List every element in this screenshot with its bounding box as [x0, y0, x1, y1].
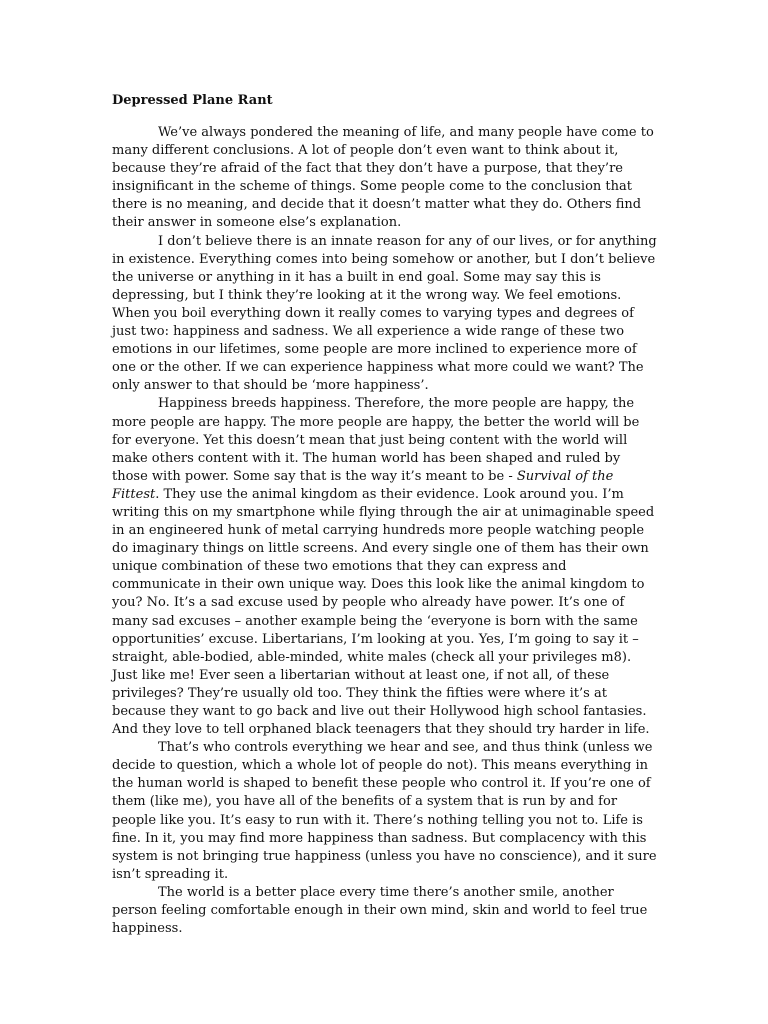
document-title: Depressed Plane Rant: [112, 93, 273, 108]
paragraph-text: I don’t believe there is an innate reason for any of our lives, or for anything in existence. Everything comes into being somehow or another, but I don’t believe the universe or anything in it has a built in end goal. Some may say this is depressing, but I think they’re looking at it the wrong way. We feel emotions. When you boil everything down it really comes to varying types and degrees of just two: happiness and sadness. We all experience a wide range of these two emotions in our lifetimes, some people are more inclined to experience more of one or the other. If we can experience happiness what more could we want? The only answer to that should be ‘more happiness’.: [112, 233, 657, 394]
italic-phrase: Survival of the Fittest: [112, 468, 614, 502]
paragraph-text: The world is a better place every time there’s another smile, another person feeling comfortable enough in their own mind, skin and world to feel true happiness.: [112, 884, 648, 937]
paragraph-text: . They use the animal kingdom as their evidence. Look around you. I’m writing this on my smartphone while flying through the air at unimaginable speed in an engineered hunk of metal carrying hundreds more people watching people do imaginary things on little screens. And every single one of them has their own unique combination of these two emotions that they can express and communicate in their own unique way. Does this look like the animal kingdom to you? No. It’s a sad excuse used by people who already have power. It’s one of many sad excuses – another example being the ‘everyone is born with the same opportunities’ excuse. Libertarians, I’m looking at you. Yes, I’m going to say it – straight, able-bodied, able-minded, white males (check all your privileges m8). Just like me! Ever seen a libertarian without at least one, if not all, of these privileges? They’re usually old too. They think the fifties were where it’s at because they want to go back and live out their Hollywood high school fantasies. And they love to tell orphaned black teenagers that they should try harder in life.: [112, 486, 655, 738]
paragraph-text: We’ve always pondered the meaning of life, and many people have come to many different conclusions. A lot of people don’t even want to think about it, because they’re afraid of the fact that they don’t have a purpose, that they’re insignificant in the scheme of things. Some people come to the conclusion that there is no meaning, and decide that it doesn’t matter what they do. Others find their answer in someone else’s explanation.: [112, 125, 654, 231]
body-paragraph: [112, 233, 657, 396]
body-paragraph: [112, 739, 657, 884]
document-page: [112, 92, 657, 938]
body-paragraph: [112, 395, 657, 739]
body-paragraph: [112, 884, 657, 938]
paragraph-text: That’s who controls everything we hear and see, and thus think (unless we decide to question, which a whole lot of people do not). This means everything in the human world is shaped to benefit these people who control it. If you’re one of them (like me), you have all of the benefits of a system that is run by and for people like you. It’s easy to run with it. There’s nothing telling you not to. Life is fine. In it, you may find more happiness than sadness. But complacency with this system is not bringing true happiness (unless you have no conscience), and it sure isn’t spreading it.: [112, 740, 657, 882]
document-body: [112, 124, 657, 938]
paragraph-text: Happiness breeds happiness. Therefore, the more people are happy, the more people are happy. The more people are happy, the better the world will be for everyone. Yet this doesn’t mean that just being content with the world will make others content with it. The human world has been shaped and ruled by those with power. Some say that is the way it’s meant to be -: [112, 396, 640, 484]
body-paragraph: [112, 124, 657, 233]
